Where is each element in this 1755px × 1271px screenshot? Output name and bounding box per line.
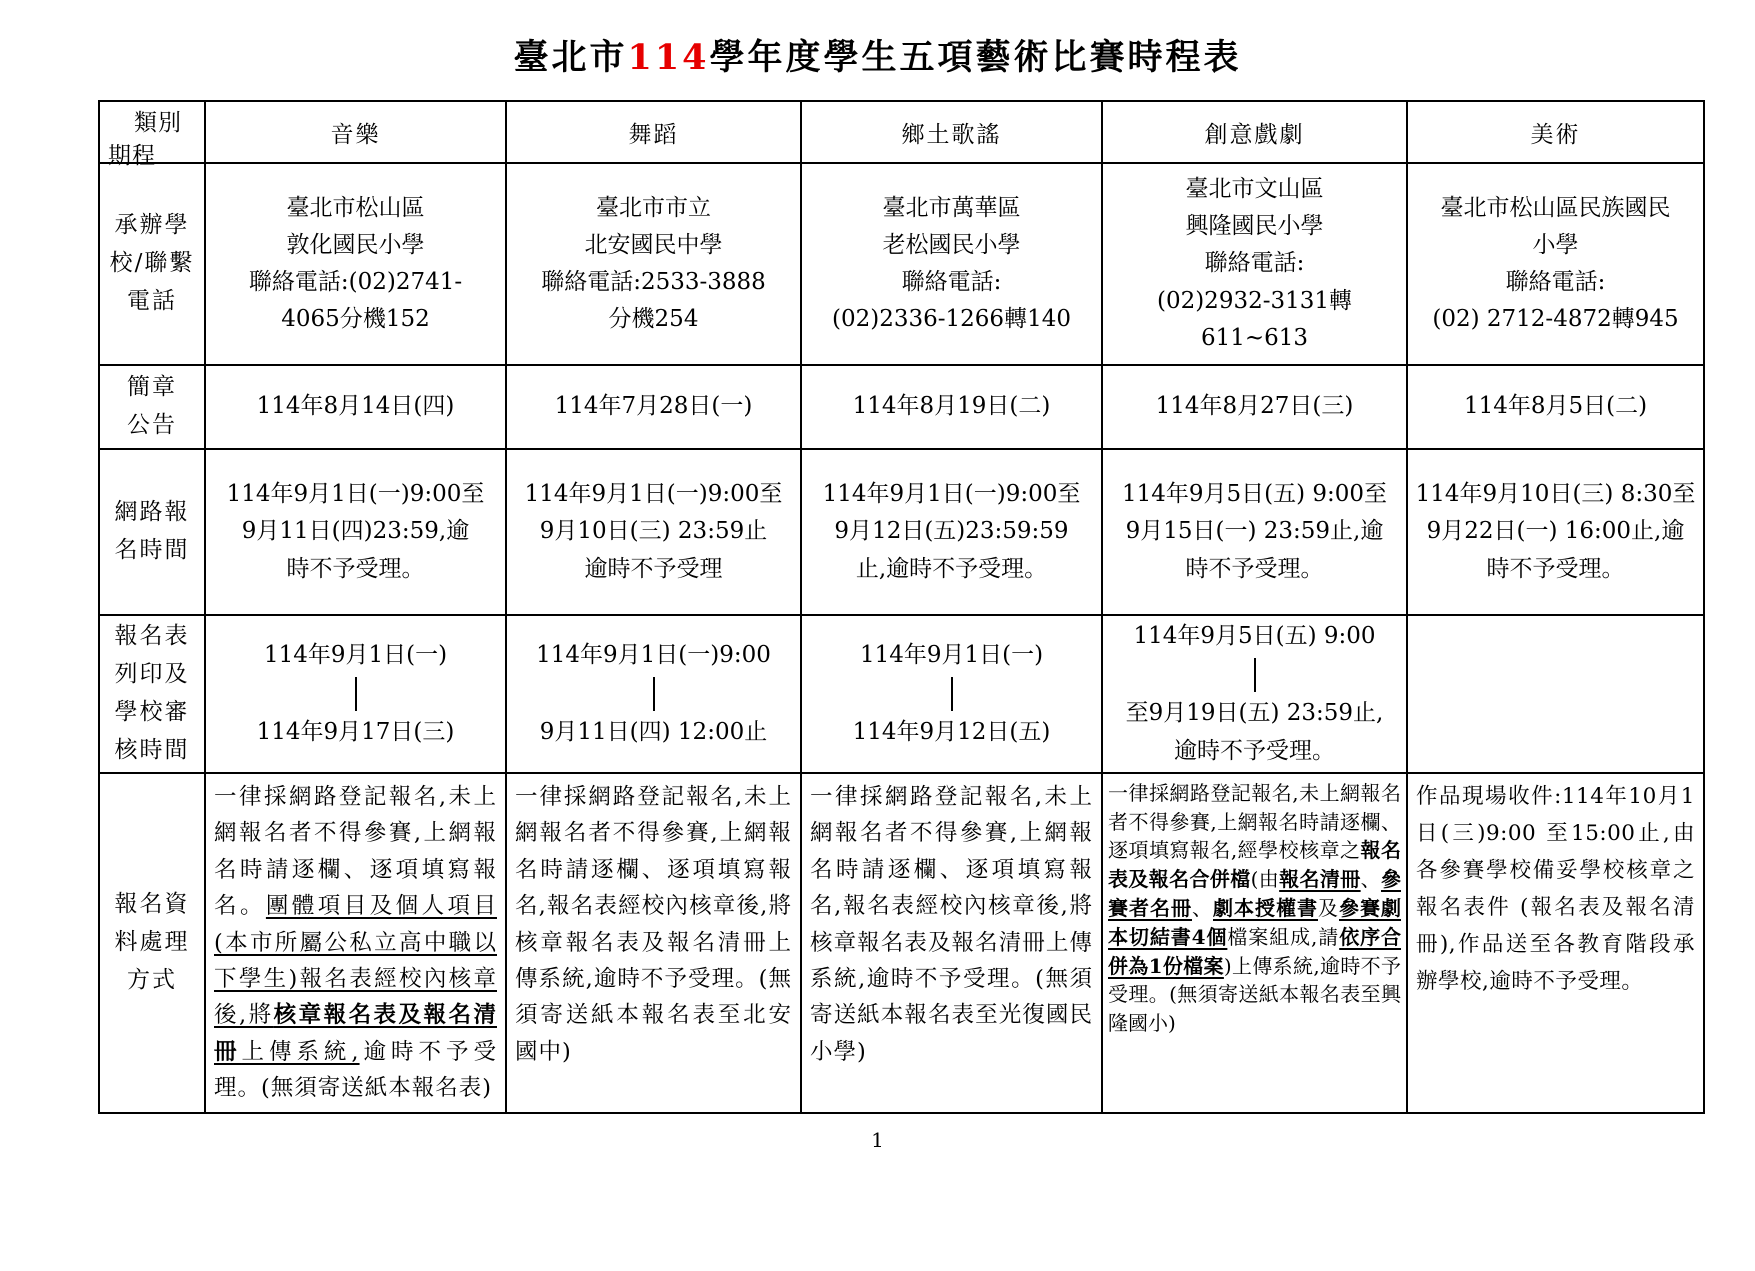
row-label-line: 承辦學	[114, 212, 190, 239]
text-segment: 一律採網路登記報名,未上網報名者不得參賽,上網報名時請逐欄、逐項填寫報名,報名表經校內核章後,將核章報名表及報名清冊上傳系統,逾時不予受理。(無須寄送紙本報名表至北安國中)	[515, 783, 792, 1065]
table-row-announcement	[99, 365, 1704, 449]
cell-line: 114年9月1日(一)	[263, 641, 448, 668]
cell-line: 時不予受理。	[1486, 555, 1625, 582]
table-body	[99, 163, 1704, 1113]
row-label-line: 校/聯繫	[109, 250, 195, 277]
row-label-line: 報名資	[114, 890, 190, 917]
text-segment: 報名清冊	[1279, 867, 1361, 892]
column-header-music: 音樂	[205, 101, 506, 163]
row-label-line: 報名表	[114, 623, 190, 649]
row-label-line: 名時間	[114, 537, 190, 563]
cell-line: 分機254	[608, 306, 699, 333]
table-row-data-processing	[99, 773, 1704, 1113]
title-segment: 學年度學生五項藝術比賽時程表	[709, 37, 1242, 78]
row-label-line: 公告	[127, 412, 177, 438]
text-segment: )上傳系統,逾時不予受理。(無須寄送紙本報名表至興隆國小)	[1108, 953, 1401, 1036]
cell-line: 老松國民小學	[882, 231, 1021, 258]
column-header-folk-song: 鄉土歌謠	[801, 101, 1102, 163]
cell-announcement-dance	[506, 365, 801, 449]
cell-organizer-fine-arts	[1407, 163, 1704, 365]
cell-line: 至9月19日(五) 23:59止,	[1125, 700, 1384, 727]
range-connector-bar	[653, 677, 655, 711]
row-label-line: 方式	[127, 966, 177, 993]
cell-line: 北安國民中學	[584, 231, 723, 258]
text-segment: 及	[1318, 895, 1339, 920]
cell-line: 114年9月1日(一)	[859, 641, 1044, 668]
table-header	[99, 101, 1704, 169]
cell-line: 9月11日(四)23:59,逾	[241, 518, 470, 545]
cell-organizer-music	[205, 163, 506, 365]
text-segment: 一律採網路登記報名,未上網報名者不得參賽,上網報名時請逐欄、逐項填寫報名,報名表經校內核章後,將核章報名表及報名清冊上傳系統,逾時不予受理。(無須寄送紙本報名表至光復國民小學)	[810, 783, 1093, 1065]
text-segment: 一律採網路登記報名,未上網報名者不得參賽,上網報名時請逐欄、逐項填寫報名,經學校核章之	[1108, 780, 1401, 863]
cell-line: 9月11日(四) 12:00止	[539, 718, 768, 745]
column-header-creative-drama: 創意戲劇	[1102, 101, 1407, 163]
text-segment: 、	[1192, 895, 1213, 920]
cell-line: 興隆國民小學	[1185, 213, 1324, 240]
row-label-data-processing	[99, 773, 205, 1113]
cell-line: 9月12日(五)23:59:59	[834, 518, 1069, 545]
range-connector-bar	[1254, 658, 1256, 692]
cell-data-processing-music	[205, 773, 506, 1113]
cell-line: 時不予受理。	[286, 555, 425, 582]
cell-line: 敦化國民小學	[286, 231, 425, 258]
cell-line: 止,逾時不予受理。	[855, 555, 1048, 582]
cell-line: 114年8月14日(四)	[256, 393, 455, 420]
cell-announcement-creative-drama	[1102, 365, 1407, 449]
range-connector-bar	[355, 677, 357, 711]
text-segment: 逾時不予受理。(無須寄送紙本報名表)	[214, 1038, 497, 1102]
cell-form-print-review-dance	[506, 615, 801, 773]
text-segment: 報名表及報名合併檔	[1108, 838, 1402, 892]
cell-line: 小學	[1532, 231, 1579, 258]
cell-line: 114年7月28日(一)	[554, 393, 753, 420]
cell-online-registration-fine-arts	[1407, 449, 1704, 615]
row-label-organizer	[99, 163, 205, 365]
column-header-dance: 舞蹈	[506, 101, 801, 163]
cell-line: 聯絡電話:	[1505, 269, 1606, 295]
corner-inner	[108, 104, 196, 169]
text-segment: 參賽劇本切結書4個	[1108, 895, 1401, 949]
row-label-announcement	[99, 365, 205, 449]
row-label-line: 學校審	[114, 698, 190, 725]
cell-line: 時不予受理。	[1185, 555, 1324, 582]
text-segment: 核章報名表及報名清冊	[214, 1002, 497, 1065]
cell-line: (02) 2712-4872轉945	[1432, 306, 1679, 333]
cell-line: 114年9月17日(三)	[256, 718, 455, 745]
cell-line: 臺北市松山區	[286, 194, 425, 221]
cell-line: 逾時不予受理	[584, 555, 723, 582]
row-label-online-registration	[99, 449, 205, 615]
cell-line: 114年8月5日(二)	[1463, 393, 1648, 420]
title-segment: 114	[627, 37, 710, 78]
cell-data-processing-fine-arts	[1407, 773, 1704, 1113]
header-row	[99, 101, 1704, 163]
page-number: 1	[871, 1127, 884, 1152]
corner-label-schedule: 期程	[108, 143, 156, 169]
text-segment: 、	[1360, 867, 1381, 892]
text-segment: 檔案組成,請	[1227, 924, 1340, 949]
cell-form-print-review-folk-song	[801, 615, 1102, 773]
cell-line: 臺北市市立	[596, 194, 711, 221]
title-segment: 臺北市	[513, 37, 628, 78]
column-header-fine-arts: 美術	[1407, 101, 1704, 163]
cell-line: 114年9月1日(一)9:00	[536, 641, 771, 668]
text-segment: (由	[1250, 867, 1280, 892]
cell-online-registration-dance	[506, 449, 801, 615]
cell-announcement-music	[205, 365, 506, 449]
cell-online-registration-music	[205, 449, 506, 615]
cell-line: 臺北市萬華區	[882, 194, 1021, 221]
page-title	[0, 30, 1755, 80]
cell-data-processing-folk-song	[801, 773, 1102, 1113]
text-segment: 作品現場收件:114年10月1日(三)9:00 至15:00止,由各參賽學校備妥學校核章之報名表件 (報名表及報名清冊),作品送至各教育階段承辦學校,逾時不予受理。	[1416, 783, 1695, 994]
text-segment: 團體項目及個人項目(本市所屬公私立高中職以下學生)報名表經校內核章後,將	[214, 893, 497, 1029]
cell-line: 9月22日(一) 16:00止,逾	[1426, 518, 1685, 545]
cell-data-processing-creative-drama	[1102, 773, 1407, 1113]
cell-organizer-creative-drama	[1102, 163, 1407, 365]
cell-line: 114年9月5日(五) 9:00至	[1121, 481, 1388, 508]
cell-line: 聯絡電話:2533-3888	[541, 269, 766, 295]
cell-line: (02)2932-3131轉	[1156, 287, 1353, 314]
cell-line: 114年8月19日(二)	[852, 393, 1051, 420]
cell-announcement-fine-arts	[1407, 365, 1704, 449]
cell-line: 114年9月1日(一)9:00至	[226, 481, 485, 508]
text-segment: 劇本授權書	[1213, 895, 1318, 920]
cell-form-print-review-fine-arts	[1407, 615, 1704, 773]
text-segment: 一律採網路登記報名,未上網報名者不得參賽,上網報名時請逐欄、逐項填寫報名。	[214, 783, 497, 920]
row-label-line: 料處理	[114, 928, 190, 955]
table-row-online-registration	[99, 449, 1704, 615]
cell-line: 聯絡電話:	[1204, 250, 1305, 277]
cell-line: 114年9月1日(一)9:00至	[524, 481, 783, 508]
cell-line: 9月15日(一) 23:59止,逾	[1125, 518, 1384, 545]
table-row-form-print-review	[99, 615, 1704, 773]
row-label-line: 電話	[127, 287, 177, 314]
cell-organizer-folk-song	[801, 163, 1102, 365]
cell-announcement-folk-song	[801, 365, 1102, 449]
row-label-line: 核時間	[114, 736, 190, 763]
range-connector-bar	[951, 677, 953, 711]
cell-line: 114年9月5日(五) 9:00	[1133, 623, 1376, 649]
cell-line: 611~613	[1200, 324, 1309, 351]
text-segment: 依序合併為1份檔案	[1108, 924, 1402, 978]
cell-line: 臺北市文山區	[1185, 175, 1324, 202]
cell-form-print-review-creative-drama	[1102, 615, 1407, 773]
cell-data-processing-dance	[506, 773, 801, 1113]
cell-line: 114年9月10日(三) 8:30至	[1415, 481, 1696, 508]
cell-line: 114年9月12日(五)	[852, 718, 1051, 745]
cell-line: 114年9月1日(一)9:00至	[822, 481, 1081, 508]
schedule-table	[98, 100, 1705, 1114]
cell-form-print-review-music	[205, 615, 506, 773]
cell-online-registration-creative-drama	[1102, 449, 1407, 615]
row-label-line: 網路報	[114, 499, 190, 526]
cell-organizer-dance	[506, 163, 801, 365]
corner-cell	[99, 101, 205, 169]
cell-line: 114年8月27日(三)	[1155, 393, 1354, 420]
cell-line: 逾時不予受理。	[1174, 737, 1335, 764]
row-label-line: 簡章	[127, 374, 177, 401]
cell-line: (02)2336-1266轉140	[832, 306, 1071, 333]
cell-line: 臺北市松山區民族國民	[1440, 194, 1671, 221]
cell-line: 聯絡電話:(02)2741-	[248, 269, 463, 295]
row-label-form-print-review	[99, 615, 205, 773]
cell-online-registration-folk-song	[801, 449, 1102, 615]
cell-line: 聯絡電話:	[901, 269, 1002, 295]
row-label-line: 列印及	[114, 660, 190, 687]
corner-label-category: 類別	[134, 110, 182, 136]
cell-line: 4065分機152	[281, 306, 430, 333]
cell-line: 9月10日(三) 23:59止	[539, 518, 768, 545]
text-segment: 參賽者名冊	[1108, 867, 1401, 920]
table-row-organizer	[99, 163, 1704, 365]
text-segment: 上傳系統,	[241, 1038, 360, 1065]
